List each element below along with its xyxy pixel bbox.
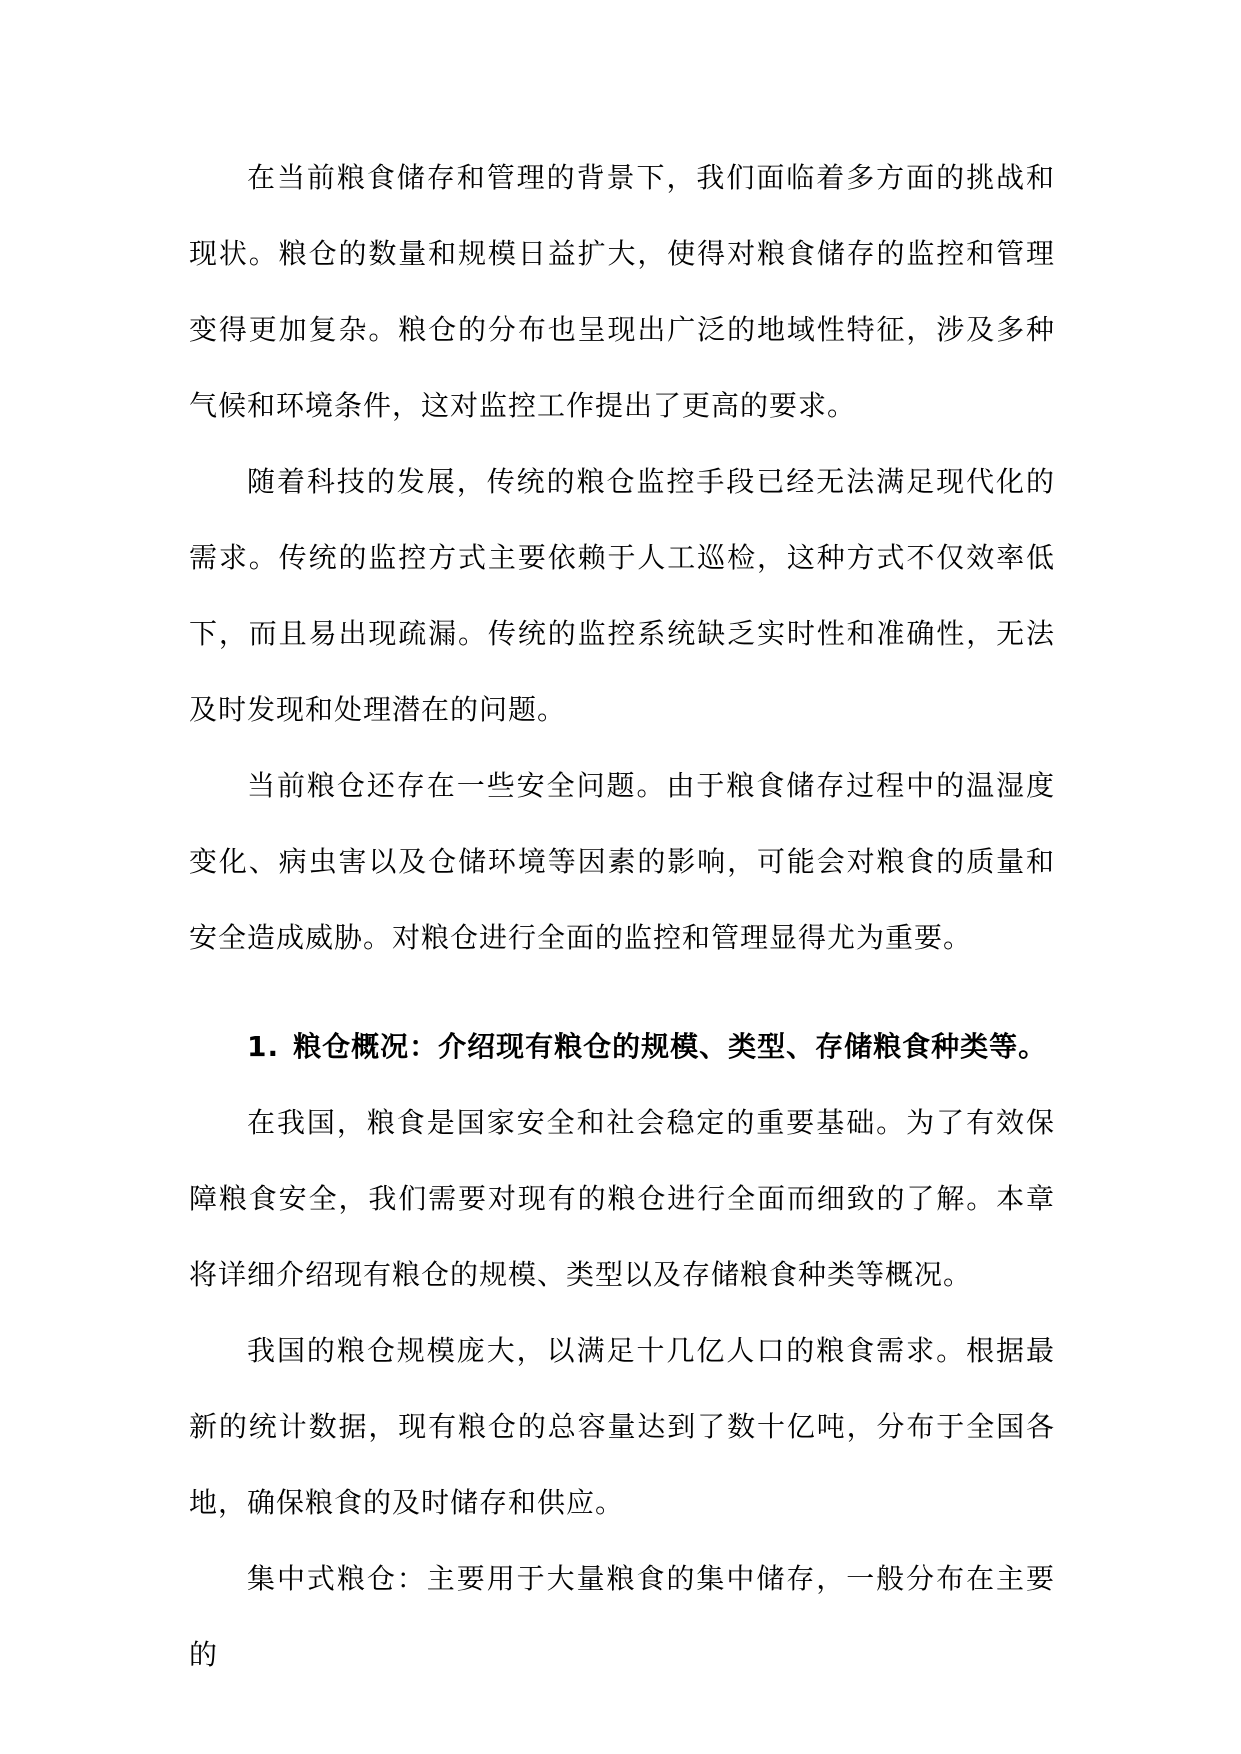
paragraph-traditional-monitoring: 随着科技的发展，传统的粮仓监控手段已经无法满足现代化的需求。传统的监控方式主要依赖于人工巡检，这种方式不仅效率低下，而且易出现疏漏。传统的监控系统缺乏实时性和准确性，无法及时发现和处理潜在的问题。 (189, 465, 1055, 726)
document-body (189, 140, 1055, 1693)
paragraph-grain-security: 在我国，粮食是国家安全和社会稳定的重要基础。为了有效保障粮食安全，我们需要对现有的粮仓进行全面而细致的了解。本章将详细介绍现有粮仓的规模、类型以及存储粮食种类等概况。 (189, 1106, 1055, 1291)
paragraph-storage-challenges: 在当前粮食储存和管理的背景下，我们面临着多方面的挑战和现状。粮仓的数量和规模日益扩大，使得对粮食储存的监控和管理变得更加复杂。粮仓的分布也呈现出广泛的地域性特征，涉及多种气候和环境条件，这对监控工作提出了更高的要求。 (189, 161, 1055, 422)
section-heading (189, 1009, 1055, 1085)
paragraph-granary-scale: 我国的粮仓规模庞大，以满足十几亿人口的粮食需求。根据最新的统计数据，现有粮仓的总容量达到了数十亿吨，分布于全国各地，确保粮食的及时储存和供应。 (189, 1334, 1055, 1519)
section-number: 1. (247, 1030, 280, 1063)
paragraph-safety-issues: 当前粮仓还存在一些安全问题。由于粮食储存过程中的温湿度变化、病虫害以及仓储环境等因素的影响，可能会对粮食的质量和安全造成威胁。对粮仓进行全面的监控和管理显得尤为重要。 (189, 769, 1055, 954)
section-title: 粮仓概况：介绍现有粮仓的规模、类型、存储粮食种类等。 (293, 1030, 1048, 1063)
paragraph-centralized-granary: 集中式粮仓：主要用于大量粮食的集中储存，一般分布在主要的 (189, 1562, 1055, 1671)
